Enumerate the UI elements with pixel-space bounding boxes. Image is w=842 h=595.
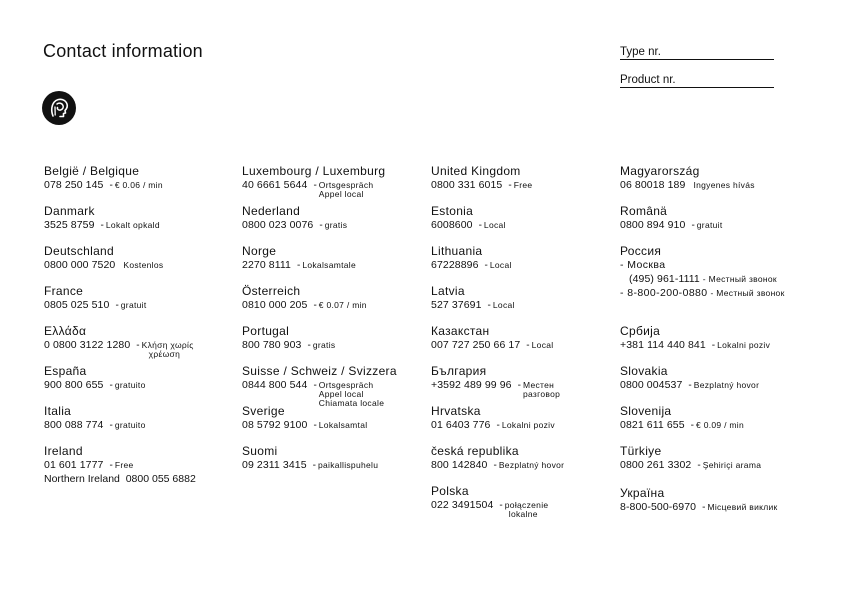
call-rate-note: gratuito: [114, 380, 146, 390]
call-rate-note: gratis: [312, 340, 336, 350]
separator: -: [115, 300, 119, 311]
call-rate-note: Місцевий виклик: [707, 502, 778, 512]
country-name: Danmark: [44, 204, 95, 218]
phone-number: 0810 000 205: [242, 299, 308, 311]
country-name: Norge: [242, 244, 277, 258]
call-rate-note: € 0.06 / min: [114, 180, 163, 190]
country-name: Österreich: [242, 284, 301, 298]
phone-number: 0805 025 510: [44, 299, 110, 311]
contact-netherlands: [242, 204, 347, 232]
call-rate-note: paikallispuhelu: [318, 460, 379, 470]
call-rate-note: gratuit: [696, 220, 723, 230]
separator: -: [711, 340, 716, 351]
country-name: Polska: [431, 484, 469, 498]
call-rate-note-line: Appel local: [318, 389, 364, 399]
phone-number: 0800 331 6015: [431, 179, 503, 191]
separator: -: [313, 420, 317, 431]
separator: -: [493, 460, 497, 471]
separator: -: [690, 420, 694, 431]
call-rate-note: € 0.09 / min: [696, 420, 745, 430]
phone-number: 0844 800 544: [242, 379, 308, 391]
country-name: česká republika: [431, 444, 519, 458]
call-rate-note: Bezplatný hovor: [693, 380, 760, 390]
phone-number: +381 114 440 841: [620, 339, 706, 351]
call-rate-note: [319, 181, 374, 199]
call-rate-note: Ingyenes hívás: [693, 180, 755, 190]
contact-croatia: [431, 404, 555, 432]
separator: -: [313, 300, 317, 311]
country-name: Slovenija: [620, 404, 672, 418]
phone-number: 67228896: [431, 259, 479, 271]
country-name: Portugal: [242, 324, 290, 338]
country-name: Россия: [620, 244, 662, 258]
phone-number: 800 142840: [431, 459, 488, 471]
country-name: United Kingdom: [431, 164, 521, 178]
contact-estonia: [431, 204, 506, 232]
call-rate-note: Local: [492, 300, 515, 310]
contact-bulgaria: [431, 364, 560, 399]
call-rate-note: [142, 341, 194, 359]
phone-number: 527 37691: [431, 299, 482, 311]
call-rate-note: Lokalt opkald: [105, 220, 160, 230]
country-name: Казакстан: [431, 324, 490, 338]
product-number-field[interactable]: [620, 74, 774, 88]
call-rate-note: Lokalni poziv: [501, 420, 555, 430]
support-logo-icon: [42, 91, 76, 125]
contact-ireland: [44, 444, 196, 486]
separator: -: [296, 260, 301, 271]
contact-italy: [44, 404, 146, 432]
separator: -: [526, 340, 530, 351]
phone-number: (495) 961-1111: [629, 273, 700, 285]
country-name: Latvia: [431, 284, 465, 298]
call-rate-note: - Местный звонок: [710, 288, 785, 298]
phone-number: 0800 000 7520: [44, 259, 116, 271]
separator: -: [691, 220, 695, 231]
country-name: Ireland: [44, 444, 83, 458]
contact-luxembourg: [242, 164, 385, 199]
phone-number: 0800 894 910: [620, 219, 686, 231]
moscow-label: - Москва: [620, 259, 666, 271]
contact-czech-republic: [431, 444, 564, 472]
call-rate-note: [505, 501, 549, 519]
separator: -: [697, 460, 701, 471]
country-name: Türkiye: [620, 444, 662, 458]
country-name: Luxembourg / Luxemburg: [242, 164, 386, 178]
phone-number: 3525 8759: [44, 219, 95, 231]
separator: -: [307, 340, 311, 351]
call-rate-note: Free: [513, 180, 533, 190]
type-number-label: Type nr.: [620, 46, 661, 58]
country-name: Italia: [44, 404, 72, 418]
country-name: Ελλάδα: [44, 324, 87, 338]
contact-serbia: [620, 324, 770, 352]
phone-number: 0 0800 3122 1280: [44, 339, 131, 351]
phone-number: 022 3491504: [431, 499, 494, 511]
northern-ireland-line: Northern Ireland 0800 055 6882: [44, 473, 196, 485]
contact-portugal: [242, 324, 335, 352]
country-name: España: [44, 364, 87, 378]
call-rate-note: Free: [114, 460, 134, 470]
call-rate-note-line: Ortsgespräch: [318, 180, 374, 190]
separator: -: [312, 460, 316, 471]
phone-number: 09 2311 3415: [242, 459, 307, 471]
country-name: Suisse / Schweiz / Svizzera: [242, 364, 397, 378]
contact-germany: [44, 244, 163, 272]
contact-romania: [620, 204, 723, 232]
phone-number: 0821 611 655: [620, 419, 685, 431]
separator: -: [496, 420, 500, 431]
country-name: Србија: [620, 324, 661, 338]
call-rate-note-line: połączenie: [504, 500, 549, 510]
call-rate-note: Local: [483, 220, 506, 230]
contact-kazakhstan: [431, 324, 553, 352]
separator: -: [688, 380, 692, 391]
country-name: Україна: [620, 486, 665, 500]
type-number-field[interactable]: [620, 46, 774, 60]
call-rate-note: [523, 381, 560, 399]
country-name: Estonia: [431, 204, 474, 218]
call-rate-note: - Местный звонок: [702, 274, 777, 284]
contact-denmark: [44, 204, 160, 232]
contact-ukraine: [620, 486, 778, 514]
call-rate-note: Lokalsamtale: [302, 260, 357, 270]
contact-russia: [620, 244, 785, 300]
phone-number: 0800 023 0076: [242, 219, 314, 231]
separator: -: [136, 340, 140, 351]
phone-number: 078 250 145: [44, 179, 104, 191]
product-number-label: Product nr.: [620, 74, 676, 86]
phone-number: 900 800 655: [44, 379, 104, 391]
phone-number: 8-800-500-6970: [620, 501, 697, 513]
phone-number: 800 780 903: [242, 339, 302, 351]
call-rate-note: € 0.07 / min: [318, 300, 367, 310]
call-rate-note: Local: [489, 260, 512, 270]
contact-united-kingdom: [431, 164, 532, 192]
separator: -: [517, 380, 521, 391]
separator: -: [508, 180, 512, 191]
separator: -: [702, 502, 706, 513]
country-name: Hrvatska: [431, 404, 481, 418]
contact-greece: [44, 324, 194, 359]
separator: -: [100, 220, 104, 231]
call-rate-note-line: χρέωση: [148, 349, 181, 359]
contact-belgium: [44, 164, 163, 192]
country-name: België / Belgique: [44, 164, 140, 178]
phone-number: 0800 004537: [620, 379, 683, 391]
call-rate-note: Bezplatný hovor: [498, 460, 565, 470]
country-name: Magyarország: [620, 164, 700, 178]
phone-number: 800 088 774: [44, 419, 104, 431]
separator: -: [478, 220, 482, 231]
country-name: Românä: [620, 204, 668, 218]
call-rate-note: Lokalsamtal: [318, 420, 368, 430]
call-rate-note: gratuito: [114, 420, 146, 430]
contact-lithuania: [431, 244, 512, 272]
contact-latvia: [431, 284, 515, 312]
country-name: Suomi: [242, 444, 278, 458]
phone-number: +3592 489 99 96: [431, 379, 512, 391]
phone-number: 01 6403 776: [431, 419, 491, 431]
country-name: Deutschland: [44, 244, 115, 258]
call-rate-note: gratis: [324, 220, 348, 230]
call-rate-note: Local: [531, 340, 554, 350]
separator: -: [109, 180, 113, 191]
separator: -: [499, 500, 503, 511]
call-rate-note-line: Κλήση χωρίς: [141, 340, 194, 350]
separator: -: [109, 380, 113, 391]
contact-france: [44, 284, 147, 312]
call-rate-note-line: Appel local: [318, 189, 364, 199]
phone-number: 06 80018 189: [620, 179, 686, 191]
contact-poland: [431, 484, 548, 519]
separator: -: [313, 180, 317, 191]
country-name: Sverige: [242, 404, 285, 418]
country-name: Lithuania: [431, 244, 483, 258]
call-rate-note: Lokalni poziv: [717, 340, 771, 350]
contact-sweden: [242, 404, 367, 432]
phone-number: 6008600: [431, 219, 473, 231]
country-name: България: [431, 364, 487, 378]
phone-number: 0800 261 3302: [620, 459, 692, 471]
call-rate-note: gratuit: [120, 300, 147, 310]
phone-number: 08 5792 9100: [242, 419, 308, 431]
contact-spain: [44, 364, 146, 392]
phone-number: - 8-800-200-0880: [620, 287, 708, 299]
call-rate-note: Şehiriçi arama: [702, 460, 762, 470]
contact-switzerland: [242, 364, 397, 408]
call-rate-note: Kostenlos: [123, 260, 164, 270]
contact-austria: [242, 284, 367, 312]
call-rate-note-line: Chiamata locale: [318, 398, 385, 408]
call-rate-note-line: разговор: [522, 389, 561, 399]
separator: -: [109, 460, 113, 471]
phone-number: 40 6661 5644: [242, 179, 308, 191]
phone-number: 007 727 250 66 17: [431, 339, 521, 351]
separator: -: [313, 380, 317, 391]
country-name: Nederland: [242, 204, 301, 218]
separator: -: [487, 300, 491, 311]
page-title: Contact information: [43, 41, 203, 61]
phone-number: 2270 8111: [242, 259, 291, 271]
call-rate-note-line: Местен: [522, 380, 555, 390]
separator: -: [484, 260, 488, 271]
separator: -: [319, 220, 323, 231]
call-rate-note-line: lokalne: [508, 509, 538, 519]
call-rate-note-line: Ortsgespräch: [318, 380, 374, 390]
contact-finland: [242, 444, 378, 472]
contact-hungary: [620, 164, 755, 192]
country-name: Slovakia: [620, 364, 668, 378]
phone-number: 01 601 1777: [44, 459, 104, 471]
country-name: France: [44, 284, 84, 298]
contact-slovakia: [620, 364, 759, 392]
contact-slovenia: [620, 404, 744, 432]
contact-turkey: [620, 444, 761, 472]
separator: -: [109, 420, 113, 431]
contact-norway: [242, 244, 356, 272]
